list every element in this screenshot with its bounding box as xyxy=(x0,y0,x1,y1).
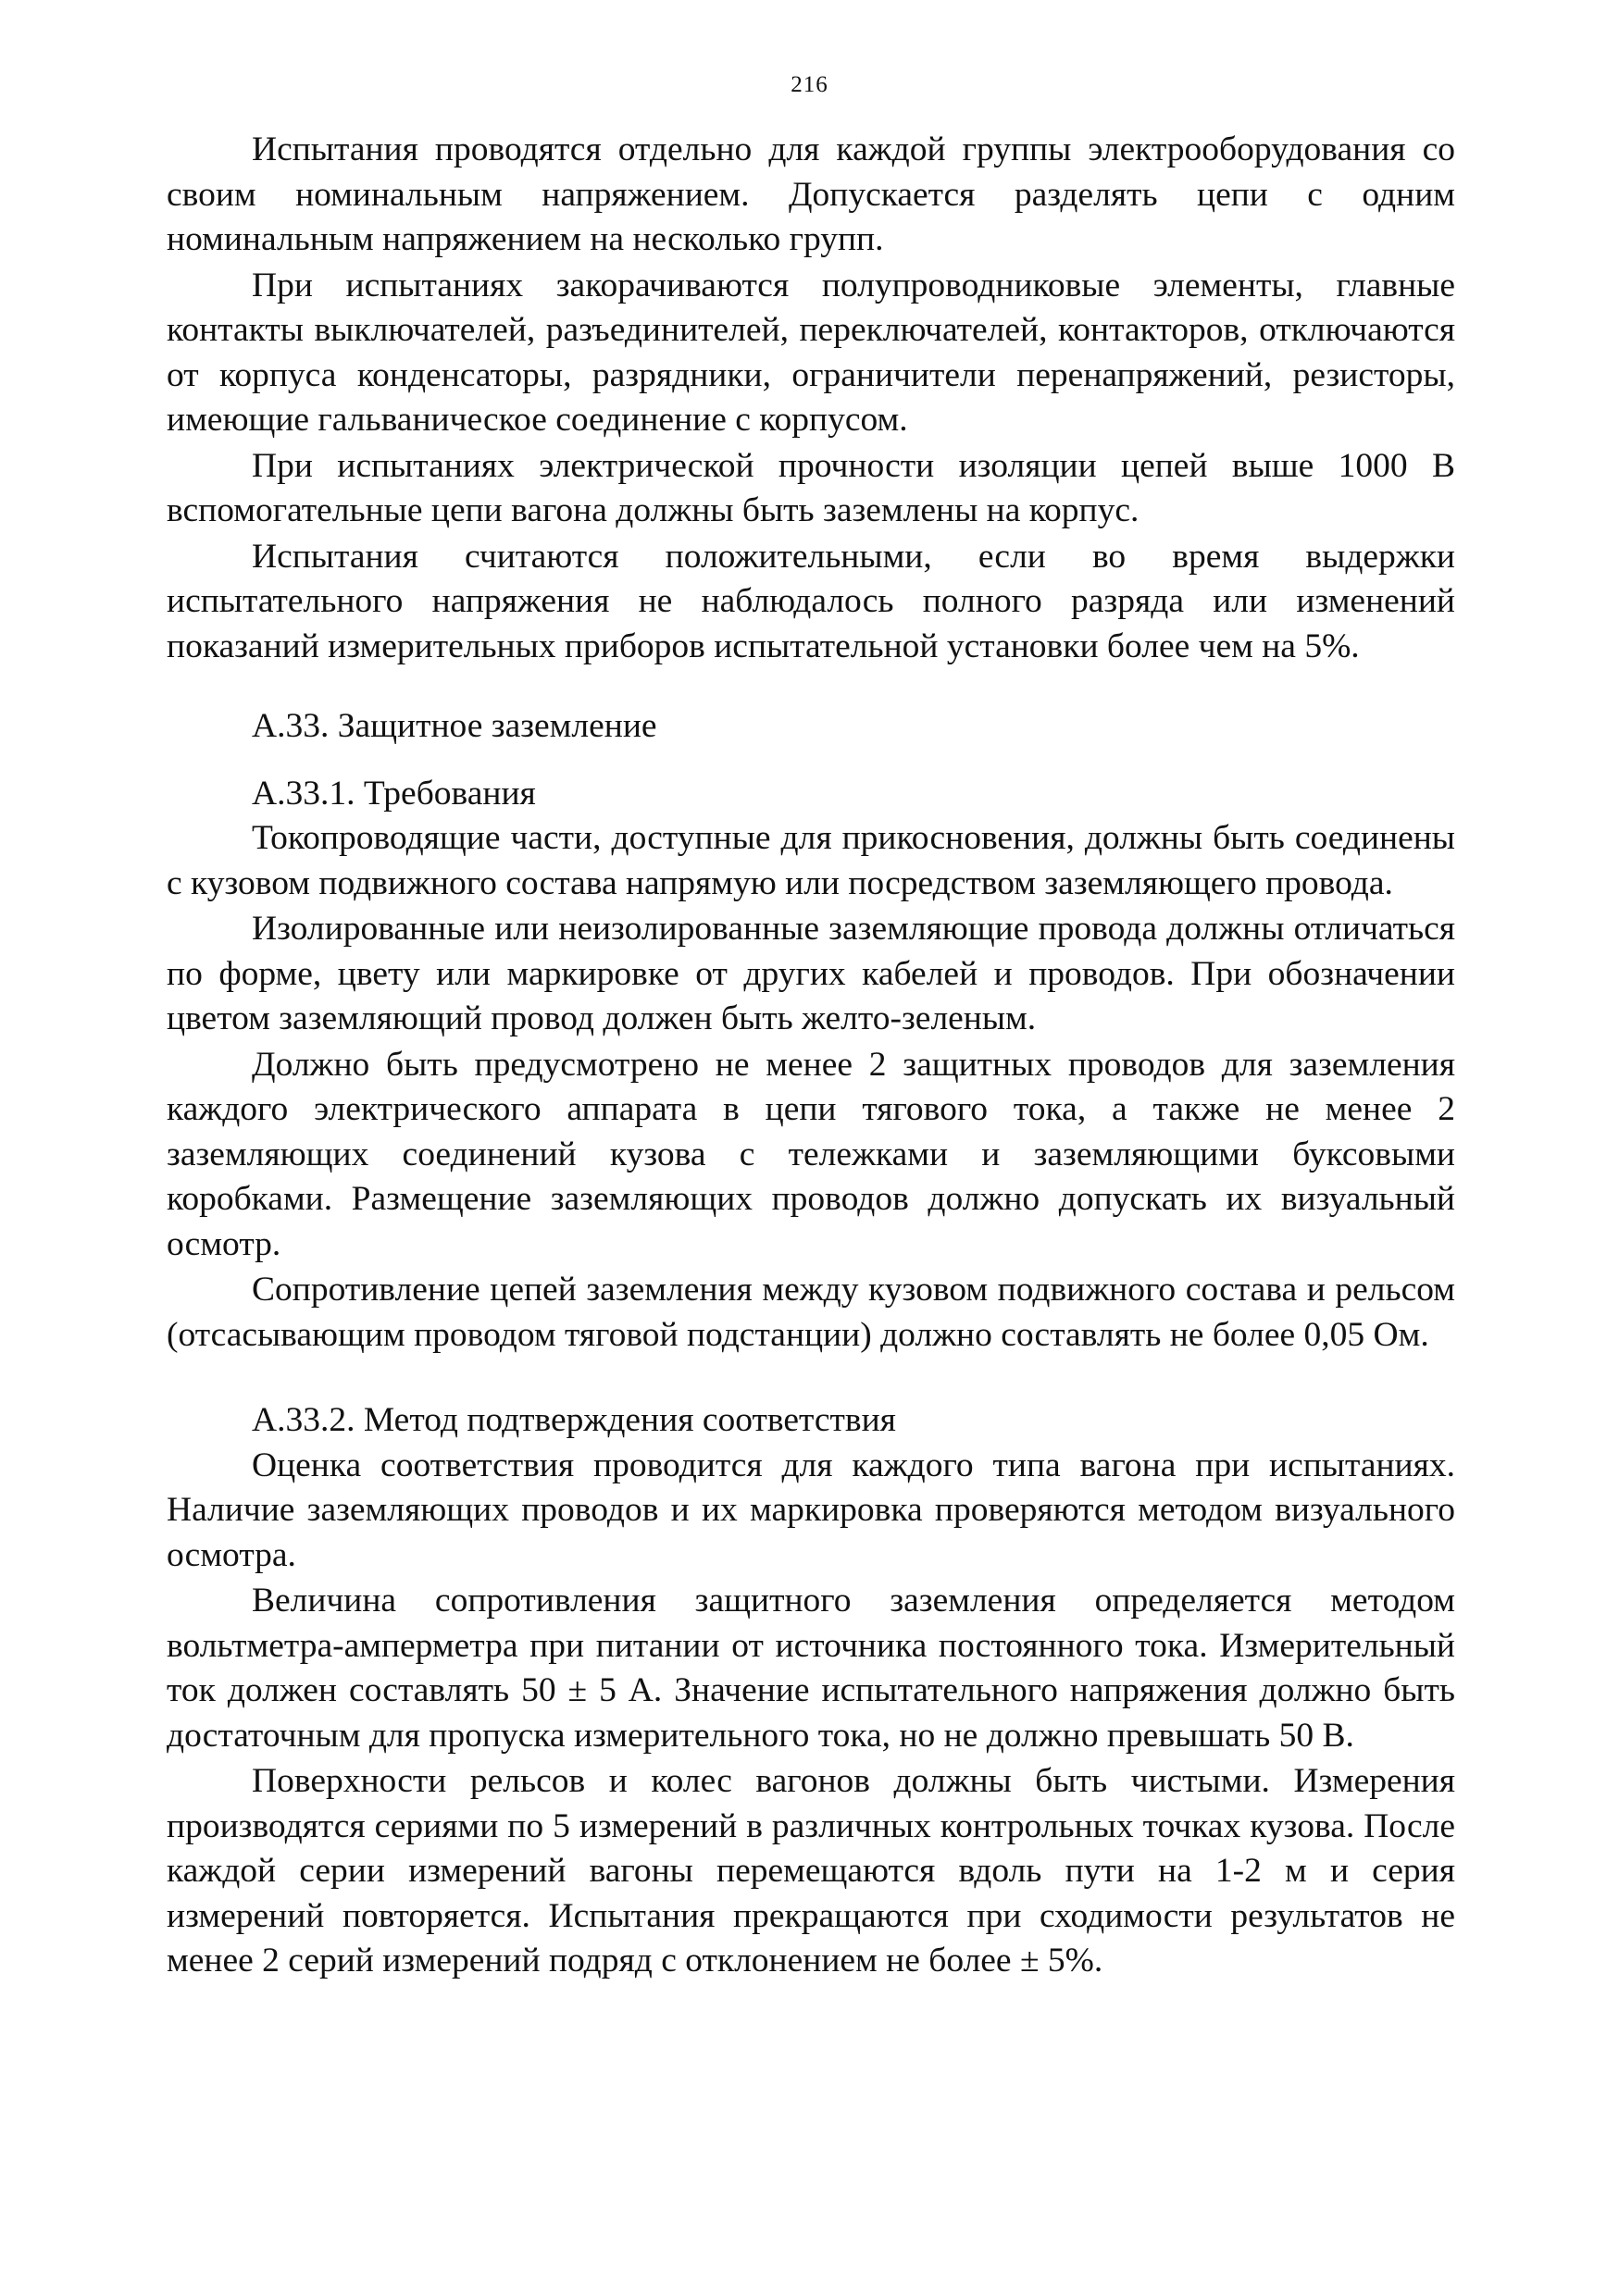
paragraph: Поверхности рельсов и колес вагонов должны быть чистыми. Измерения производятся сериями по 5 измерений в различных контрольных точках кузова. После каждой серии измерений вагоны перемещаются вдоль пути на 1-2 м и серия измерений повторяется. Испытания прекращаются при сходимости результатов не менее 2 серий измерений подряд с отклонением не более ± 5%. xyxy=(167,1762,1455,1980)
section-heading: А.33. Защитное заземление xyxy=(252,707,657,745)
paragraph: Сопротивление цепей заземления между кузовом подвижного состава и рельсом (отсасывающим проводом тяговой подстанции) должно составлять не более 0,05 Ом. xyxy=(167,1271,1455,1354)
paragraph: При испытаниях закорачиваются полупроводниковые элементы, главные контакты выключателей, разъединителей, переключателей, контакторов, отключаются от корпуса конденсаторы, разрядники, ограничители перенапряжений, резисторы, имеющие гальваническое соединение с корпусом. xyxy=(167,266,1455,439)
paragraph: Изолированные или неизолированные заземляющие провода должны отличаться по форме, цвету или маркировке от других кабелей и проводов. При обозначении цветом заземляющий провод должен быть желто-зеленым. xyxy=(167,910,1455,1037)
paragraph: При испытаниях электрической прочности изоляции цепей выше 1000 В вспомогательные цепи вагона должны быть заземлены на корпус. xyxy=(167,446,1455,529)
page-number: 216 xyxy=(791,72,828,97)
paragraph: Токопроводящие части, доступные для прикосновения, должны быть соединены с кузовом подвижного состава напрямую или посредством заземляющего провода. xyxy=(167,819,1455,902)
paragraph: Испытания проводятся отдельно для каждой группы электрооборудования со своим номинальным напряжением. Допускается разделять цепи с одним номинальным напряжением на несколько групп. xyxy=(167,130,1455,258)
subsection-heading-requirements: А.33.1. Требования xyxy=(252,774,536,813)
paragraph: Испытания считаются положительными, если во время выдержки испытательного напряжения не наблюдалось полного разряда или изменений показаний измерительных приборов испытательной установки более чем на 5%. xyxy=(167,537,1455,665)
paragraph: Величина сопротивления защитного заземления определяется методом вольтметра-амперметра при питании от источника постоянного тока. Измерительный ток должен составлять 50 ± 5 А. Значение испытательного напряжения должно быть достаточным для пропуска измерительного тока, но не должно превышать 50 В. xyxy=(167,1582,1455,1755)
text-body xyxy=(167,128,1455,1985)
paragraph: Оценка соответствия проводится для каждого типа вагона при испытаниях. Наличие заземляющих проводов и их маркировка проверяются методом визуального осмотра. xyxy=(167,1446,1455,1574)
subsection-heading-method: А.33.2. Метод подтверждения соответствия xyxy=(252,1401,896,1439)
paragraph: Должно быть предусмотрено не менее 2 защитных проводов для заземления каждого электрического аппарата в цепи тягового тока, а также не менее 2 заземляющих соединений кузова с тележками и заземляющими буксовыми коробками. Размещение заземляющих проводов должно допускать их визуальный осмотр. xyxy=(167,1045,1455,1263)
